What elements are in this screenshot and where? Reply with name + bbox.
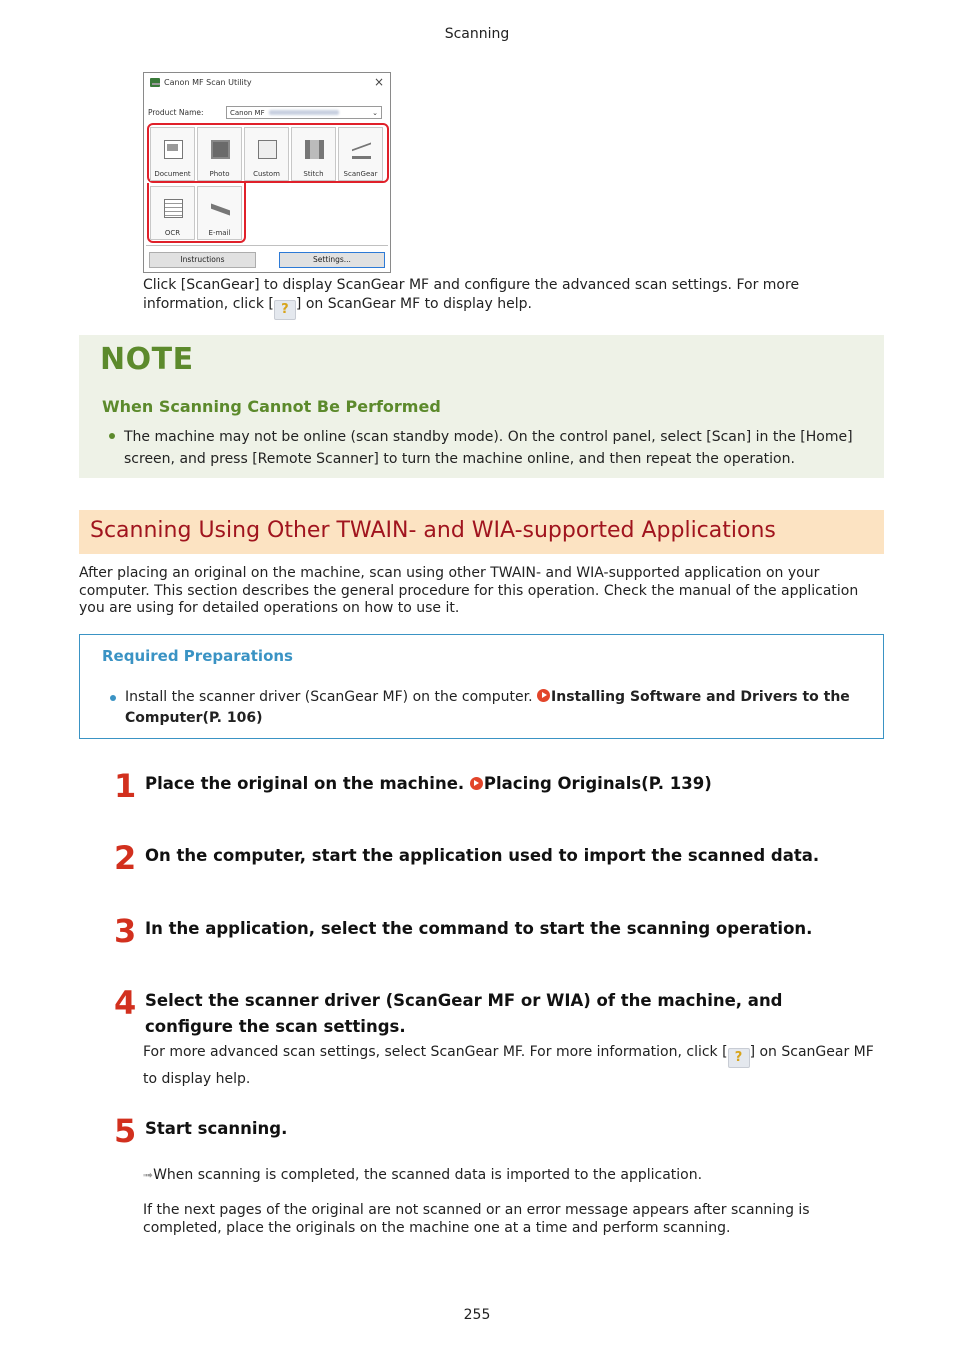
step-number: 2 bbox=[114, 839, 137, 877]
note-bullet-text: The machine may not be online (scan standby mode). On the control panel, select [Scan] in the [Home] screen, and press [Remote Scanner] to turn the machine online, and then repeat the operation. bbox=[124, 429, 853, 467]
required-preparations-heading: Required Preparations bbox=[102, 647, 293, 665]
caption-text-end: ] on ScanGear MF to display help. bbox=[295, 296, 532, 312]
dialog-divider bbox=[146, 245, 388, 246]
tile-label: Document bbox=[154, 170, 191, 178]
step-4-text-end: ] on ScanGear MF to display help. bbox=[143, 1044, 874, 1087]
dialog-title-bar bbox=[150, 78, 252, 87]
required-preparations-item bbox=[125, 687, 865, 729]
ocr-icon bbox=[164, 199, 183, 218]
step-number: 4 bbox=[114, 984, 137, 1022]
step-number: 1 bbox=[114, 767, 137, 805]
running-header: Scanning bbox=[444, 26, 510, 42]
custom-icon bbox=[258, 140, 277, 159]
tile-label: ScanGear bbox=[343, 170, 378, 178]
photo-icon bbox=[211, 140, 230, 159]
settings-button[interactable]: Settings... bbox=[279, 252, 385, 268]
section-heading-bar bbox=[79, 510, 884, 554]
chevron-down-icon: ⌄ bbox=[372, 108, 378, 117]
section-intro: After placing an original on the machine, scan using other TWAIN- and WIA-supported application on your computer. This section describes the general procedure for this operation. Check the manual of the application you are using for detailed operations on how to use it. bbox=[79, 565, 859, 616]
scan-utility-app-icon bbox=[150, 78, 160, 87]
note-box bbox=[79, 335, 884, 478]
tile-label: OCR bbox=[164, 229, 181, 237]
step-4-title: Select the scanner driver (ScanGear MF or WIA) of the machine, and configure the scan settings. bbox=[145, 991, 783, 1036]
email-tile[interactable] bbox=[197, 186, 242, 240]
scan-utility-screenshot bbox=[143, 72, 391, 273]
tile-label: Stitch bbox=[303, 170, 324, 178]
product-name-value: Canon MF bbox=[230, 108, 265, 117]
tile-label: Photo bbox=[209, 170, 230, 178]
step-5-result bbox=[143, 1164, 878, 1186]
dialog-title: Canon MF Scan Utility bbox=[164, 78, 252, 87]
ocr-tile[interactable] bbox=[150, 186, 195, 240]
result-arrow-icon: ➟ bbox=[143, 1168, 154, 1182]
caption-text: Click [ScanGear] to display ScanGear MF and configure the advanced scan settings. For more information, click [ bbox=[143, 277, 800, 312]
screenshot-caption bbox=[143, 276, 883, 320]
document-tile[interactable] bbox=[150, 127, 195, 181]
step-4-text: For more advanced scan settings, select ScanGear MF. For more information, click [ bbox=[143, 1044, 728, 1060]
step-3-title: In the application, select the command to start the scanning operation. bbox=[145, 919, 813, 938]
step-number: 3 bbox=[114, 912, 137, 950]
tile-label: E-mail bbox=[208, 229, 231, 237]
scangear-tile[interactable] bbox=[338, 127, 383, 181]
preparation-text: Install the scanner driver (ScanGear MF) on the computer. bbox=[125, 689, 533, 705]
section-title: Scanning Using Other TWAIN- and WIA-supported Applications bbox=[90, 518, 776, 543]
stitch-icon bbox=[305, 140, 324, 159]
tile-label: Custom bbox=[253, 170, 280, 178]
step-text: Place the original on the machine. bbox=[145, 774, 465, 793]
product-name-label: Product Name: bbox=[148, 108, 204, 117]
step-1-title bbox=[145, 771, 712, 797]
link-arrow-icon bbox=[537, 689, 550, 702]
bullet-icon bbox=[109, 433, 115, 439]
note-heading: NOTE bbox=[100, 342, 194, 377]
close-icon[interactable]: × bbox=[373, 75, 384, 89]
step-5-title: Start scanning. bbox=[145, 1119, 288, 1138]
help-icon: ? bbox=[728, 1048, 750, 1068]
note-subheading: When Scanning Cannot Be Performed bbox=[102, 397, 441, 416]
photo-tile[interactable] bbox=[197, 127, 242, 181]
step-number: 5 bbox=[114, 1112, 137, 1150]
instructions-button[interactable]: Instructions bbox=[149, 252, 256, 268]
install-software-link[interactable]: Installing Software and Drivers to the Computer(P. 106) bbox=[125, 689, 850, 726]
email-icon bbox=[211, 199, 230, 218]
document-icon bbox=[164, 140, 183, 159]
placing-originals-link[interactable]: Placing Originals(P. 139) bbox=[483, 774, 712, 793]
step-4-description bbox=[143, 1041, 878, 1090]
required-preparations-box bbox=[79, 634, 884, 739]
stitch-tile[interactable] bbox=[291, 127, 336, 181]
product-name-dropdown[interactable] bbox=[226, 106, 382, 119]
step-2-title: On the computer, start the application used to import the scanned data. bbox=[145, 846, 820, 865]
redacted-model bbox=[269, 110, 339, 115]
custom-tile[interactable] bbox=[244, 127, 289, 181]
link-arrow-icon bbox=[470, 777, 483, 790]
step-5-description: If the next pages of the original are not scanned or an error message appears after scanning is completed, place the originals on the machine one at a time and perform scanning. bbox=[143, 1202, 810, 1236]
page-number: 255 bbox=[463, 1307, 491, 1323]
bullet-icon bbox=[110, 695, 116, 701]
scanner-icon bbox=[352, 140, 371, 159]
step-5-result-text: When scanning is completed, the scanned data is imported to the application. bbox=[153, 1167, 703, 1183]
help-icon: ? bbox=[274, 300, 296, 320]
